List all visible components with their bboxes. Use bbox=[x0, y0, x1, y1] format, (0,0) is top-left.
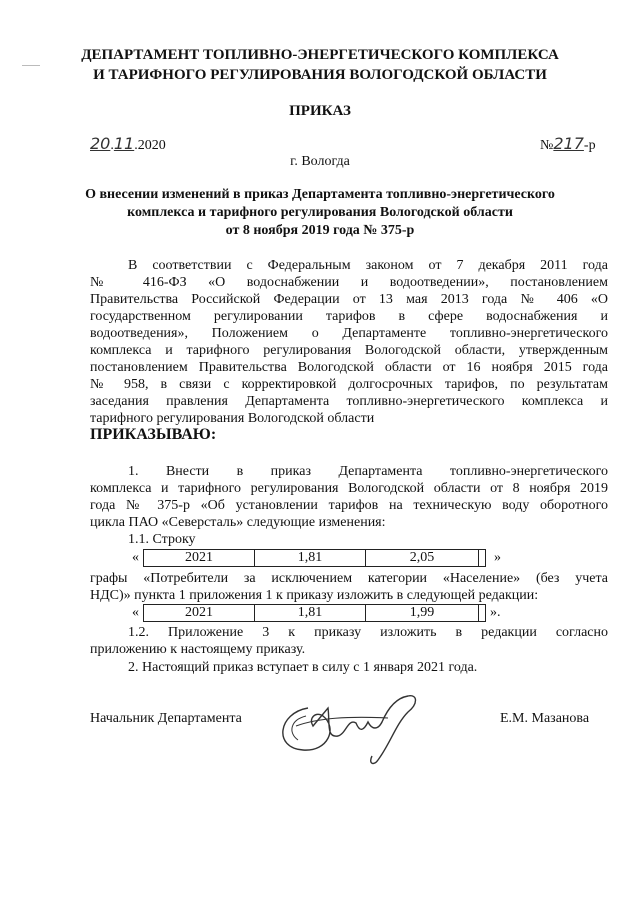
number-prefix: № bbox=[540, 138, 554, 153]
doc-number bbox=[540, 135, 596, 155]
new-row-value1: 1,81 bbox=[255, 605, 366, 622]
order-word: ПРИКАЗЫВАЮ: bbox=[90, 426, 217, 443]
old-row-value1: 1,81 bbox=[255, 550, 366, 567]
preamble-line: государственном регулировании тарифов в сфере водоснабжения и bbox=[90, 309, 608, 324]
item1-line: года № 375-р «Об установлении тарифов на техническую воду оборотного bbox=[90, 498, 608, 513]
item1-line: комплекса и тарифного регулирования Вологодской области от 8 ноября 2019 bbox=[90, 481, 608, 496]
preamble-line: постановлением Правительства Вологодской области от 16 ноября 2015 года bbox=[90, 360, 608, 375]
old-row-close-quote: » bbox=[494, 550, 501, 565]
org-name-line2: И ТАРИФНОГО РЕГУЛИРОВАНИЯ ВОЛОГОДСКОЙ ОБЛАСТИ bbox=[93, 67, 547, 83]
item1-2-line: 1.2. Приложение 3 к приказу изложить в редакции согласно bbox=[128, 625, 608, 640]
handwritten-signature bbox=[268, 678, 448, 768]
preamble-line: № 416-ФЗ «О водоснабжении и водоотведении», постановлением bbox=[90, 275, 608, 290]
old-row-open-quote: « bbox=[132, 550, 139, 565]
number-suffix: -р bbox=[583, 138, 596, 153]
preamble-line: № 958, в связи с корректировкой долгосрочных тарифов, по результатам bbox=[90, 377, 608, 392]
preamble-line: В соответствии с Федеральным законом от 7 декабря 2011 года bbox=[128, 258, 608, 273]
signatory-name: Е.М. Мазанова bbox=[500, 711, 590, 726]
new-row-value2: 1,99 bbox=[366, 605, 479, 622]
old-tariff-row bbox=[143, 549, 486, 567]
number-value: 217 bbox=[553, 134, 584, 153]
date-year: .2020 bbox=[134, 138, 166, 153]
date-day: 20 bbox=[90, 134, 111, 153]
item1-line: цикла ПАО «Северсталь» следующие изменения: bbox=[90, 515, 386, 530]
preamble-line: Правительства Российской Федерации от 13 мая 2013 года № 406 «О bbox=[90, 292, 608, 307]
new-row-open-quote: « bbox=[132, 605, 139, 620]
new-row-year: 2021 bbox=[144, 605, 255, 622]
doc-date: 20.11.2020 bbox=[90, 134, 166, 153]
item1-line: 1. Внести в приказ Департамента топливно-энергетического bbox=[128, 464, 608, 479]
doc-type: ПРИКАЗ bbox=[289, 103, 351, 119]
middle-line: графы «Потребители за исключением категории «Население» (без учета bbox=[90, 571, 608, 586]
item1-1-label: 1.1. Строку bbox=[128, 532, 196, 547]
preamble-line: комплекса и тарифного регулирования Вологодской области, утвержденным bbox=[90, 343, 608, 358]
title-line2: комплекса и тарифного регулирования Вологодской области bbox=[127, 205, 513, 220]
old-row-year: 2021 bbox=[144, 550, 255, 567]
item1-2-line: приложению к настоящему приказу. bbox=[90, 642, 306, 657]
middle-line: НДС)» пункта 1 приложения 1 к приказу изложить в следующей редакции: bbox=[90, 588, 539, 603]
new-tariff-row bbox=[143, 604, 486, 622]
old-row-end-cell bbox=[479, 550, 486, 567]
old-row-value2: 2,05 bbox=[366, 550, 479, 567]
title-line3: от 8 ноября 2019 года № 375-р bbox=[225, 223, 415, 238]
city: г. Вологда bbox=[290, 154, 350, 169]
preamble-line: заседания правления Департамента топливно-энергетического комплекса и bbox=[90, 394, 608, 409]
new-row-close-quote: ». bbox=[490, 605, 501, 620]
preamble-line: водоотведения», Положением о Департаменте топливно-энергетического bbox=[90, 326, 608, 341]
title-line1: О внесении изменений в приказ Департамента топливно-энергетического bbox=[85, 187, 555, 202]
item2: 2. Настоящий приказ вступает в силу с 1 января 2021 года. bbox=[128, 660, 478, 675]
new-row-end-cell bbox=[479, 605, 486, 622]
signatory-position: Начальник Департамента bbox=[90, 711, 242, 726]
date-month: 11 bbox=[113, 134, 135, 153]
preamble-line: тарифного регулирования Вологодской области bbox=[90, 411, 375, 426]
org-name-line1: ДЕПАРТАМЕНТ ТОПЛИВНО-ЭНЕРГЕТИЧЕСКОГО КОМПЛЕКСА bbox=[81, 47, 559, 63]
